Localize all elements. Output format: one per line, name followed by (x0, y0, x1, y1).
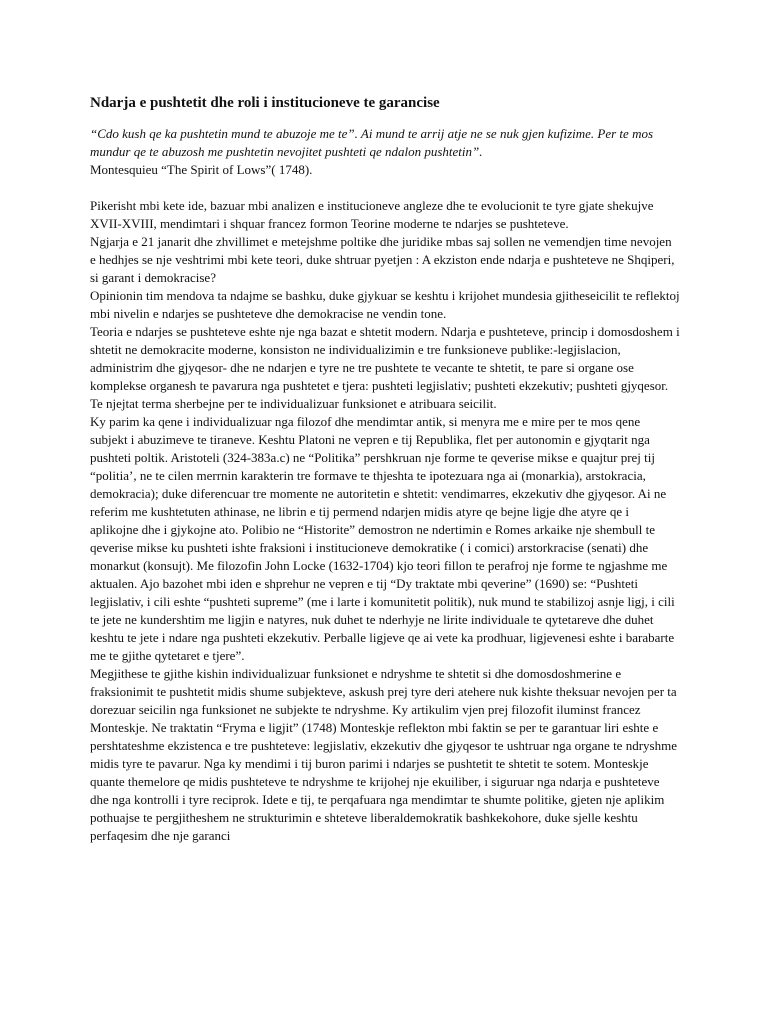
paragraph: Megjithese te gjithe kishin individualizuar funksionet e ndryshme te shtetit si dhe domosdoshmerine e fraksionimit te pushtetit midis shume subjekteve, askush prej tyre deri atehere nuk kishte theksuar nevojen per ta dorezuar seicilin nga funksionet ne subjekte te ndryshme. Ky artikulim vjen prej filozofit iluminst francez Monteskje. Ne traktatin “Fryma e ligjit” (1748) Monteskje reflekton mbi faktin se per te garantuar liri eshte e pershtateshme ekzistenca e tre pushteteve: legjislativ, ekzekutiv dhe gjyqesor te ushtruar nga organe te ndryshme midis tyre te pavarur. Nga ky mendimi i tij buron parimi i ndarjes se pushtetit te shtetit te sotem. Monteskje quante themelore qe midis pushteteve te ndryshme te krijohej nje ekuiliber, i siguruar nga ndarja e pushteteve dhe nga kontrolli i tyre reciprok. Idete e tij, te perqafuara nga mendimtar te shumte politike, gjeten nje aplikim pothuajse te pergjitheshem ne strukturimin e shteteve liberaldemokratik bashkekohore, duke sjelle keshtu perfaqesim dhe nje garanci (90, 666, 677, 843)
epigraph-quote: “Cdo kush qe ka pushtetin mund te abuzoje me te”. Ai mund te arrij atje ne se nuk gjen kufizime. Per te mos mundur qe te abuzosh me pushtetin nevojitet pushteti qe ndalon pushtetin”. (90, 126, 654, 159)
document-title: Ndarja e pushtetit dhe roli i institucioneve te garancise (90, 95, 440, 111)
paragraph: Ngjarja e 21 janarit dhe zhvillimet e metejshme poltike dhe juridike mbas saj sollen ne vemendjen time nevojen e hedhjes se nje veshtrimi mbi kete teori, duke shtruar pyetjen : A ekziston ende ndarja e pushteteve ne Shqiperi, si garant i demokracise? (90, 234, 675, 285)
paragraph: Ky parim ka qene i individualizuar nga filozof dhe mendimtar antik, si menyra me e mire per te mos qene subjekt i abuzimeve te tiraneve. Keshtu Platoni ne vepren e tij Republika, flet per autonomin e gjyqtarit nga pushteti poltik. Aristoteli (324-383a.c) ne “Politika” pershkruan nje forme te qeverise mikse e quajtur prej tij “politia’, ne te cilen merrnin karakterin tre formave te thjeshta te ipotezuara nga ai (monarkia), arstokracia, demokracia); duke diferencuar tre momente ne autoritetin e shtetit: vendimarres, ekzekutiv dhe gjyqesor. Ai ne referim me kushtetuten athinase, ne librin e tij permend ndarjen midis atyre qe bejne ligje dhe atyre qe i aplikojne dhe i gjykojne ato. Polibio ne “Historite” demostron ne ndertimin e Romes arkaike nje shembull te qeverise mikse ku pushteti ishte fraksioni i institucioneve demokratike ( i comici) arstorkracise (senati) dhe monarkut (konsujt). Me filozofin John Locke (1632-1704) kjo teori fillon te perafroj nje forme te ngjashme me aktualen. Ajo bazohet mbi iden e shprehur ne vepren e tij “Dy traktate mbi qeverine” (1690) se: “Pushteti legjislativ, i cili eshte “pushteti supreme” (me i larte i komunitetit politik), nuk mund te stabilizoj asnje ligj, i cili te jete ne kundershtim me ligjin e natyres, nuk duhet te nderhyje ne lirite individuale te qytetareve dhe duhet keshtu te jete i ndare nga pushteti ekzekutiv. Perballe ligjeve qe ai vete ka prodhuar, ligjevenesi eshte i barabarte me te gjithe qytetaret e tjere”. (90, 414, 675, 663)
paragraph: Teoria e ndarjes se pushteteve eshte nje nga bazat e shtetit modern. Ndarja e pushteteve, princip i domosdoshem i shtetit ne demokracite moderne, konsiston ne individualizimin e tre funksioneve publike:-legjislacion, administrim dhe gjyqesor- dhe ne ndarjen e tyre ne tre pushtete te vecante te shtetit, te pare si organe ose komplekse organesh te pavarura nga pushtetet e tjera: pushteti legjislativ; pushteti ekzekutiv; pushteti gjyqesor. Te njejtat terma sherbejne per te individualizuar funksionet e atribuara seicilit. (90, 324, 680, 411)
document-body (90, 94, 680, 845)
paragraph: Opinionin tim mendova ta ndajme se bashku, duke gjykuar se keshtu i krijohet mundesia gjitheseicilit te reflektoj mbi nivelin e ndarjes se pushteteve dhe demokracise ne vendin tone. (90, 288, 680, 321)
epigraph-citation: Montesquieu “The Spirit of Lows”( 1748). (90, 162, 313, 177)
paragraph: Pikerisht mbi kete ide, bazuar mbi analizen e institucioneve angleze dhe te evolucionit te tyre gjate shekujve XVII-XVIII, mendimtari i shquar francez formon Teorine moderne te ndarjes se pushteteve. (90, 198, 654, 231)
